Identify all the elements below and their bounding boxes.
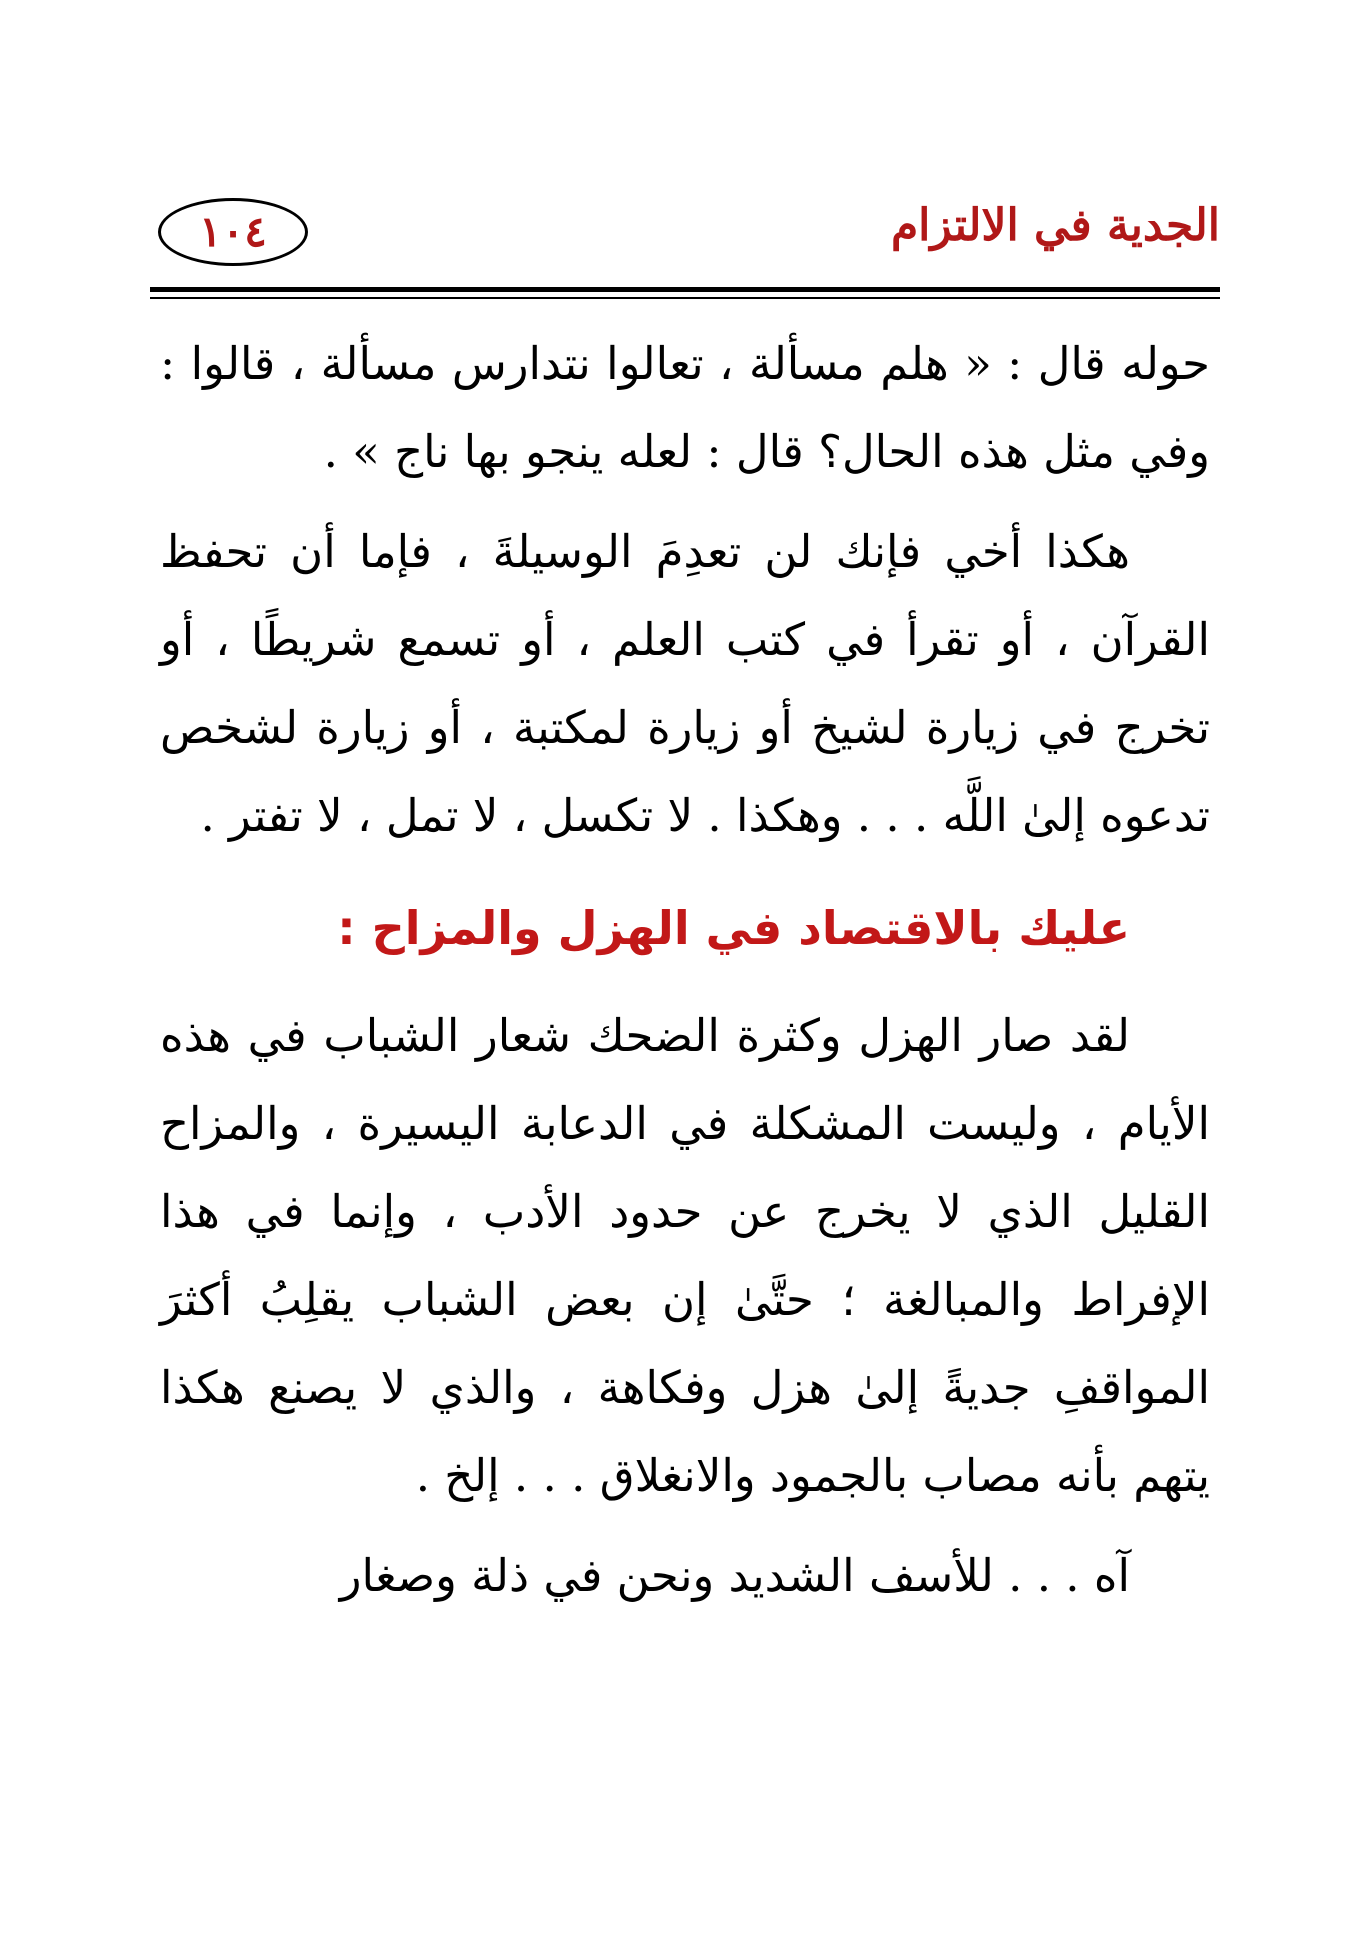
page-number-oval (158, 198, 308, 266)
paragraph-1: حوله قال : « هلم مسألة ، تعالوا نتدارس مسألة ، قالوا : وفي مثل هذه الحال؟ قال : لعله ينجو بها ناج » . (160, 337, 1210, 478)
paragraph-4: آه . . . للأسف الشديد ونحن في ذلة وصغار (339, 1549, 1130, 1602)
paragraph-2: هكذا أخي فإنك لن تعدِمَ الوسيلةَ ، فإما أن تحفظ القرآن ، أو تقرأ في كتب العلم ، أو تسمع شريطًا ، أو تخرج في زيارة لشيخ أو زيارة لمكتبة ، أو زيارة لشخص تدعوه إلىٰ اللَّه . . . وهكذا . لا تكسل ، لا تمل ، لا تفتر . (160, 525, 1210, 842)
page-number: ١٠٤ (199, 207, 267, 256)
header-rule-thick (150, 287, 1220, 292)
header-rule-thin (150, 297, 1220, 299)
section-heading: عليك بالاقتصاد في الهزل والمزاح : (337, 901, 1130, 955)
page-header (150, 188, 1220, 278)
page-body (160, 320, 1210, 1620)
paragraph-3: لقد صار الهزل وكثرة الضحك شعار الشباب في هذه الأيام ، وليست المشكلة في الدعابة اليسيرة ، والمزاح القليل الذي لا يخرج عن حدود الأدب ، وإنما في هذا الإفراط والمبالغة ؛ حتَّىٰ إن بعض الشباب يقلِبُ أكثرَ المواقفِ جديةً إلىٰ هزل وفكاهة ، والذي لا يصنع هكذا يتهم بأنه مصاب بالجمود والانغلاق . . . إلخ . (160, 1009, 1210, 1502)
running-title: الجدية في الالتزام (890, 200, 1220, 251)
